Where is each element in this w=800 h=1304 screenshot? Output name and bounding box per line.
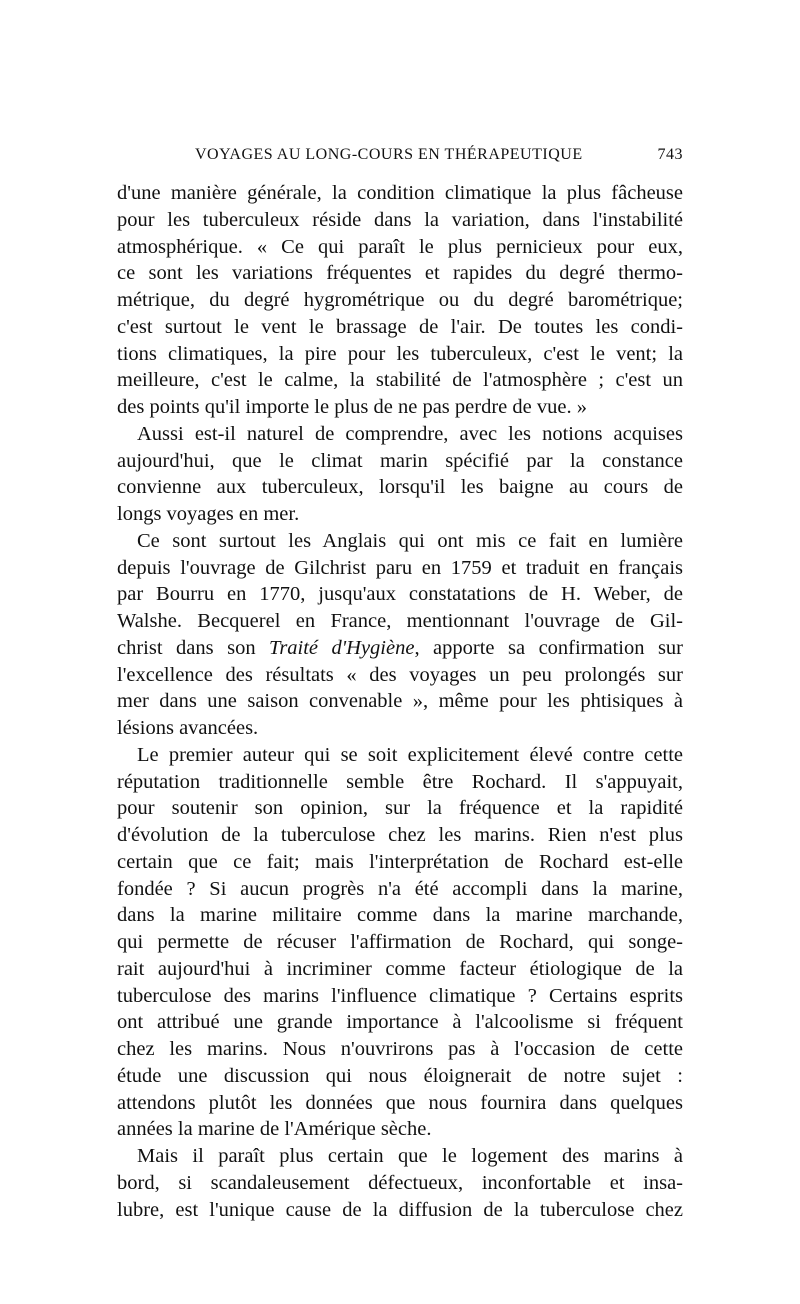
text-line: l'excellence des résultats « des voyages un peu prolongés sur <box>117 663 683 686</box>
text-line: attendons plutôt les données que nous fournira dans quelques <box>117 1091 683 1114</box>
text-line: convienne aux tuberculeux, lorsqu'il les baigne au cours de <box>117 476 683 499</box>
text-line: chez les marins. Nous n'ouvrirons pas à l'occasion de cette <box>117 1038 683 1060</box>
book-title: Traité d'Hygiène <box>269 636 415 659</box>
text-line: Walshe. Becquerel en France, mentionnant l'ouvrage de Gil- <box>117 610 683 632</box>
text-line: Le premier auteur qui se soit explicitement élevé contre cette <box>137 743 683 766</box>
text-line: par Bourru en 1770, jusqu'aux constatations de H. Weber, de <box>117 583 683 606</box>
running-head <box>117 146 683 172</box>
text-line: des points qu'il importe le plus de ne pas perdre de vue. » <box>117 396 587 418</box>
text-line: aujourd'hui, que le climat marin spécifié par la constance <box>117 449 683 472</box>
page-number: 743 <box>657 146 683 163</box>
text-line: lubre, est l'unique cause de la diffusion de la tuberculose chez <box>117 1198 683 1221</box>
text-line: mer dans une saison convenable », même pour les phtisiques à <box>117 690 683 713</box>
text-line: tions climatiques, la pire pour les tuberculeux, c'est le vent; la <box>117 342 683 365</box>
text-line: tuberculose des marins l'influence climatique ? Certains esprits <box>117 984 683 1007</box>
text-line: métrique, du degré hygrométrique ou du degré barométrique; <box>117 289 683 311</box>
text-line: dans la marine militaire comme dans la marine marchande, <box>117 904 683 927</box>
text-line: réputation traditionnelle semble être Rochard. Il s'appuyait, <box>117 770 683 793</box>
text-line: Aussi est-il naturel de comprendre, avec les notions acquises <box>137 422 683 445</box>
text-line: étude une discussion qui nous éloignerait de notre sujet : <box>117 1064 683 1087</box>
text-line: rait aujourd'hui à incriminer comme facteur étiologique de la <box>117 957 683 980</box>
body-text <box>117 180 683 1223</box>
text-line: bord, si scandaleusement défectueux, inconfortable et insa- <box>117 1171 683 1194</box>
running-title: VOYAGES AU LONG-COURS EN THÉRAPEUTIQUE <box>195 146 583 163</box>
text-line: christ dans son Traité d'Hygiène, apporte sa confirmation sur <box>117 636 683 659</box>
text-line: ce sont les variations fréquentes et rapides du degré thermo- <box>117 262 683 285</box>
text-line: c'est surtout le vent le brassage de l'air. De toutes les condi- <box>117 315 683 338</box>
text-line: longs voyages en mer. <box>117 503 300 525</box>
text-line: fondée ? Si aucun progrès n'a été accompli dans la marine, <box>117 877 683 900</box>
text-line: Mais il paraît plus certain que le logement des marins à <box>137 1145 683 1167</box>
text-line: atmosphérique. « Ce qui paraît le plus pernicieux pour eux, <box>117 235 683 258</box>
text-line: certain que ce fait; mais l'interprétation de Rochard est-elle <box>117 850 683 873</box>
text-line: ont attribué une grande importance à l'alcoolisme si fréquent <box>117 1011 683 1034</box>
text-line: années la marine de l'Amérique sèche. <box>117 1118 432 1141</box>
text-line: qui permette de récuser l'affirmation de Rochard, qui songe- <box>117 931 683 953</box>
text-line: meilleure, c'est le calme, la stabilité de l'atmosphère ; c'est un <box>117 369 683 392</box>
text-line: d'évolution de la tuberculose chez les marins. Rien n'est plus <box>117 824 683 846</box>
text-line: Ce sont surtout les Anglais qui ont mis ce fait en lumière <box>137 529 683 552</box>
text-line: pour soutenir son opinion, sur la fréquence et la rapidité <box>117 797 683 820</box>
text-line: d'une manière générale, la condition climatique la plus fâcheuse <box>117 182 683 204</box>
text-line: depuis l'ouvrage de Gilchrist paru en 1759 et traduit en français <box>117 556 683 579</box>
text-line: pour les tuberculeux réside dans la variation, dans l'instabilité <box>117 208 683 231</box>
text-line: lésions avancées. <box>117 717 259 739</box>
